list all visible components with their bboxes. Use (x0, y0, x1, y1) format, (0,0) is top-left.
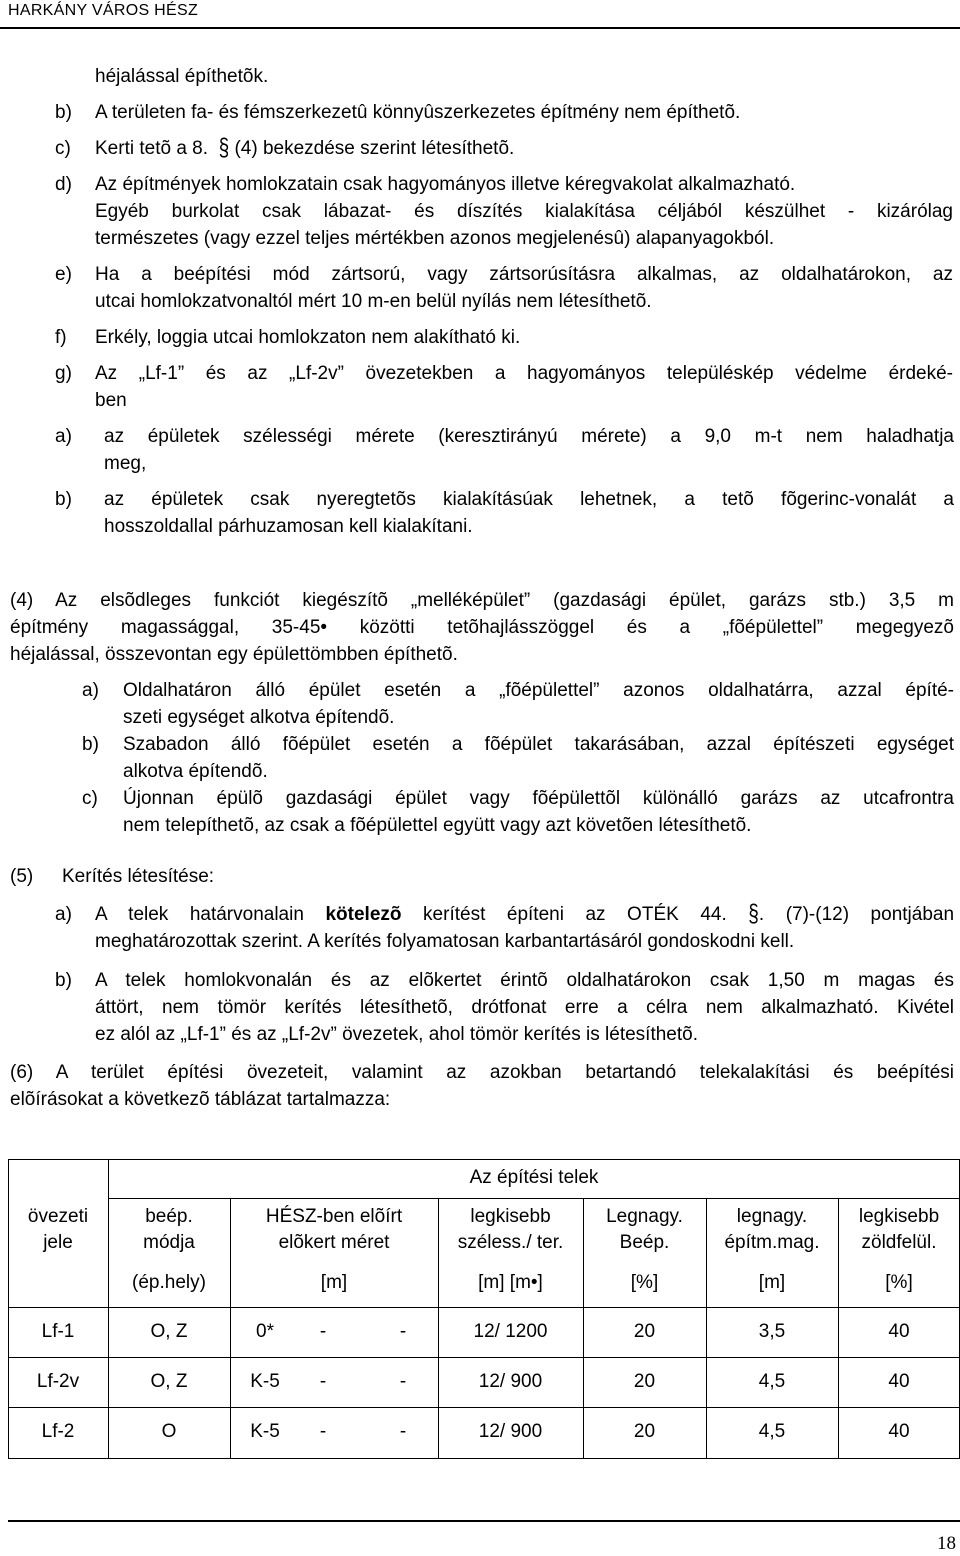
table-cell: - (319, 1321, 327, 1342)
column-unit: [%] (630, 1272, 659, 1293)
column-header: elõkert méret (278, 1232, 390, 1253)
column-unit: [%] (885, 1272, 913, 1293)
list-item-g: Az „Lf-1” és az „Lf-2v” övezetekben a hagyományos településkép védelme érdeké- (95, 363, 953, 384)
list-letter: g) (55, 363, 72, 384)
text-line: Egyéb burkolat csak lábazat- és díszítés kialakítása céljából készülhet - kizárólag (95, 201, 953, 222)
table-rule (8, 1307, 960, 1308)
text-line: természetes (vagy ezzel teljes mértékben azonos megjelenésû) alapanyagokból. (95, 228, 775, 249)
column-header: Beép. (619, 1232, 670, 1253)
list-letter: b) (55, 489, 72, 510)
table-cell: K-5 (250, 1421, 280, 1442)
p4-item-a: Oldalhatáron álló épület esetén a „fõépülettel” azonos oldalhatárra, azzal építé- (123, 680, 954, 701)
table-cell: 4,5 (758, 1371, 786, 1392)
list-item-c (95, 134, 515, 162)
list-letter: f) (55, 327, 67, 348)
column-header: módja (143, 1232, 195, 1253)
text-line: ben (95, 390, 127, 411)
text-line: nem telepíthetõ, az csak a fõépülettel együtt vagy azt követõen létesíthetõ. (123, 815, 752, 836)
table-cell: 4,5 (758, 1421, 786, 1442)
bold-text: kötelezõ (325, 904, 402, 925)
text-part: . (7)-(12) pontjában (758, 904, 955, 925)
table-cell: 3,5 (758, 1321, 786, 1342)
table-cell: 40 (888, 1321, 910, 1342)
table-group-header: Az építési telek (469, 1167, 599, 1188)
list-letter: c) (55, 138, 71, 159)
text-line: szeti egységet alkotva építendõ. (123, 707, 395, 728)
section-sign: § (218, 134, 230, 162)
sub-item-a: az épületek szélességi mérete (keresztirányú mérete) a 9,0 m-t nem haladhatja (104, 426, 954, 447)
text-line: ez alól az „Lf-1” és az „Lf-2v” övezetek, ahol tömör kerítés is létesíthetõ. (95, 1024, 698, 1045)
sub-item-b: az épületek csak nyeregtetõs kialakításúak lehetnek, a tetõ fõgerinc-vonalát a (104, 489, 954, 510)
list-letter: b) (55, 970, 72, 991)
table-rule (108, 1198, 960, 1199)
text-part: kerítést építeni az OTÉK 44. (423, 904, 727, 925)
page-number: 18 (937, 1533, 956, 1554)
column-header: jele (43, 1232, 73, 1253)
paragraph-5-number: (5) (10, 866, 34, 887)
table-cell: O (161, 1421, 177, 1442)
text-line: hosszoldallal párhuzamosan kell kialakítani. (104, 516, 473, 537)
text-line: meg, (104, 453, 147, 474)
list-item-d: Az építmények homlokzatain csak hagyományos illetve kéregvakolat alkalmazható. (95, 174, 796, 195)
table-cell: - (319, 1421, 327, 1442)
column-unit: [m] (320, 1272, 348, 1293)
text-line: építmény magassággal, 35-45• közötti tetõhajlásszöggel és a „fõépülettel” megegyezõ (10, 617, 954, 638)
table-cell: 12/ 1200 (473, 1321, 548, 1342)
text-line: héjalással, összevontan egy épülettömbben építhetõ. (10, 644, 458, 665)
text-part: Kerti tetõ a 8. (95, 138, 209, 159)
list-letter: c) (82, 788, 98, 809)
table-cell: 40 (888, 1371, 910, 1392)
p4-item-b: Szabadon álló fõépület esetén a fõépület takarásában, azzal építészeti egységet (123, 734, 954, 755)
column-header: HÉSZ-ben elõírt (265, 1206, 403, 1227)
list-letter: a) (82, 680, 99, 701)
table-rule (8, 1357, 960, 1358)
list-letter: a) (55, 904, 72, 925)
table-cell: 12/ 900 (478, 1371, 543, 1392)
list-item-f: Erkély, loggia utcai homlokzaton nem alakítható ki. (95, 327, 521, 348)
table-rule (8, 1458, 960, 1459)
table-cell: 0* (256, 1321, 274, 1342)
table-cell: - (399, 1371, 407, 1392)
column-header: zöldfelül. (861, 1232, 937, 1253)
list-letter: b) (82, 734, 99, 755)
table-cell: K-5 (250, 1371, 280, 1392)
table-cell: 40 (888, 1421, 910, 1442)
paragraph-6: (6) A terület építési övezeteit, valamint az azokban betartandó telekalakítási és beépítési (10, 1062, 954, 1083)
table-cell: 20 (633, 1371, 656, 1392)
column-header: legnagy. (736, 1206, 808, 1227)
p5-item-a (95, 900, 955, 928)
page-header (0, 0, 960, 29)
list-item-e: Ha a beépítési mód zártsorú, vagy zártsorúsításra alkalmas, az oldalhatárokon, az (95, 264, 953, 285)
table-rule (8, 1159, 960, 1160)
table-cell: 20 (633, 1421, 656, 1442)
column-header: Legnagy. (606, 1206, 683, 1227)
column-header: legkisebb (470, 1206, 551, 1227)
text-line: alkotva építendõ. (123, 761, 268, 782)
text-line: utcai homlokzatvonaltól mért 10 m-en belül nyílás nem létesíthetõ. (95, 291, 652, 312)
column-unit: (ép.hely) (132, 1272, 206, 1293)
zoning-table (8, 1159, 960, 1459)
section-sign: § (748, 900, 759, 928)
paragraph-5-title: Kerítés létesítése: (62, 866, 215, 887)
table-cell: Lf-2 (41, 1421, 75, 1442)
text-line: elõírásokat a következõ táblázat tartalmazza: (10, 1089, 391, 1110)
text-line: meghatározottak szerint. A kerítés folyamatosan karbantartásáról gondoskodni kell. (95, 931, 795, 952)
column-header: széless./ ter. (457, 1232, 564, 1253)
list-letter: a) (55, 426, 72, 447)
column-header: beép. (145, 1206, 193, 1227)
paragraph-4: (4) Az elsõdleges funkciót kiegészítõ „melléképület” (gazdasági épület, garázs stb.) 3,5 m (10, 590, 954, 611)
list-letter: d) (55, 174, 72, 195)
column-header: övezeti (27, 1206, 89, 1227)
footer-rule (8, 1520, 960, 1522)
table-cell: O, Z (150, 1321, 188, 1342)
list-letter: e) (55, 264, 72, 285)
p4-item-c: Újonnan épülõ gazdasági épület vagy fõépülettõl különálló garázs az utcafrontra (123, 788, 954, 809)
column-unit: [m] (758, 1272, 786, 1293)
list-letter: b) (55, 102, 72, 123)
column-unit: [m] [m•] (478, 1272, 543, 1293)
table-cell: - (399, 1421, 407, 1442)
table-cell: - (399, 1321, 407, 1342)
text-part: A telek határvonalain (95, 904, 304, 925)
column-header: legkisebb (858, 1206, 940, 1227)
table-cell: 12/ 900 (478, 1421, 543, 1442)
header-title: HARKÁNY VÁROS HÉSZ (8, 2, 199, 19)
table-cell: - (319, 1371, 327, 1392)
table-cell: Lf-1 (41, 1321, 75, 1342)
table-cell: 20 (633, 1321, 656, 1342)
text-line: áttört, nem tömör kerítés létesíthetõ, drótfonat erre a célra nem alkalmazható. Kivétel (95, 997, 954, 1018)
list-item-b: A területen fa- és fémszerkezetû könnyûszerkezetes építmény nem építhetõ. (95, 102, 741, 123)
text-part: (4) bekezdése szerint létesíthetõ. (234, 138, 515, 159)
table-cell: O, Z (150, 1371, 188, 1392)
column-header: építm.mag. (724, 1232, 820, 1253)
table-cell: Lf-2v (36, 1371, 80, 1392)
p5-item-b: A telek homlokvonalán és az elõkertet érintõ oldalhatárokon csak 1,50 m magas és (95, 970, 954, 991)
table-rule (8, 1407, 960, 1408)
text-line: héjalással építhetõk. (95, 66, 269, 87)
